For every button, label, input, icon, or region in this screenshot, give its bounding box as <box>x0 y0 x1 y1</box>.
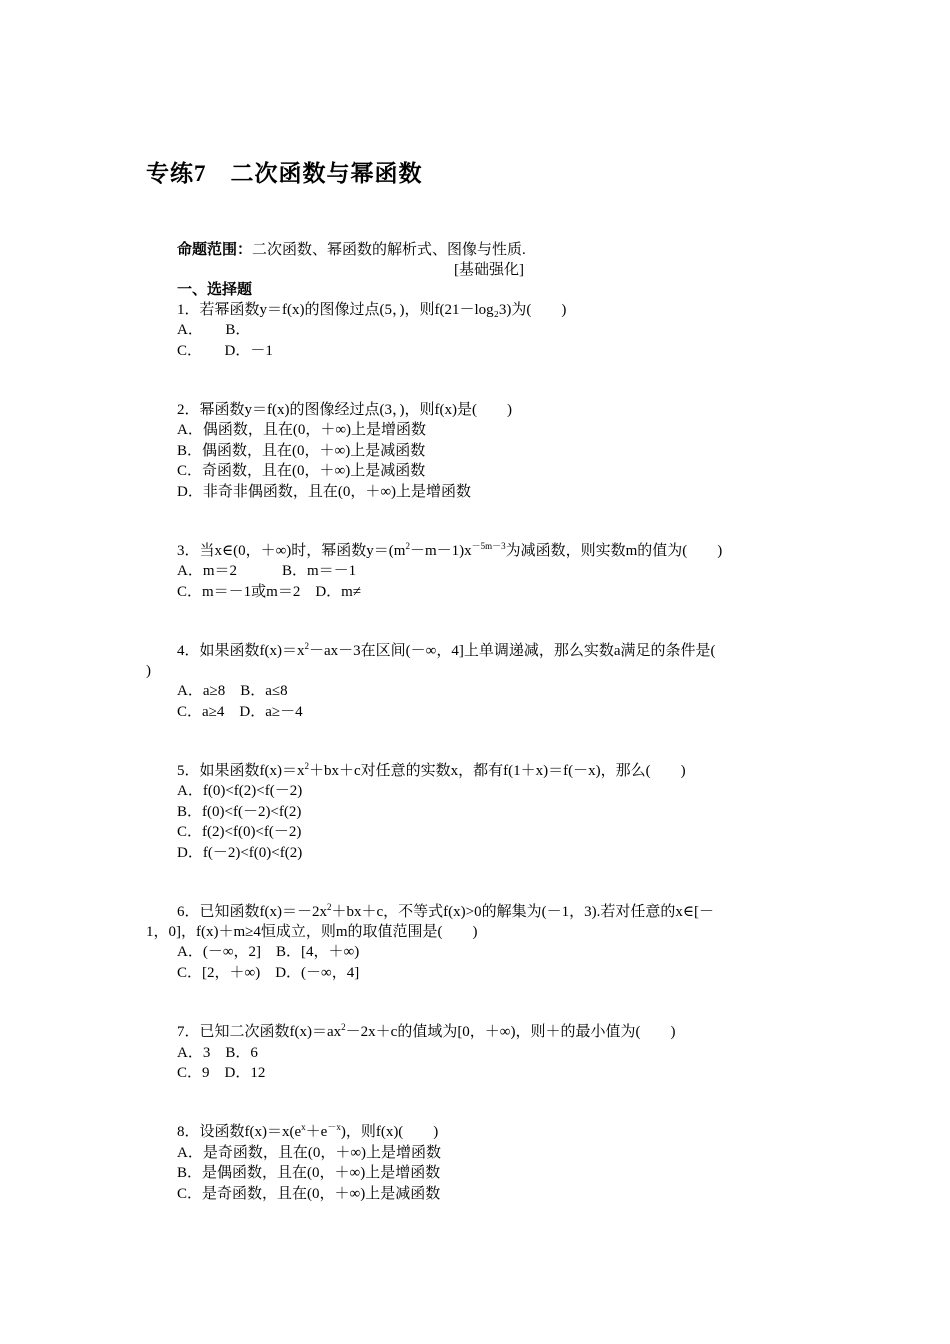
question-4-options-cd: C．a≥4 D．a≥－4 <box>177 704 303 720</box>
exponent-2: 2 <box>341 1022 346 1032</box>
question-2-stem: 2．幂函数y＝f(x)的图像经过点(3，)，则f(x)是( ) <box>177 402 512 418</box>
question-2-option-b: B．偶函数，且在(0，＋∞)上是减函数 <box>177 443 426 459</box>
question-7-options-ab: A．3 B．6 <box>177 1045 258 1061</box>
question-7-options-cd: C．9 D．12 <box>177 1065 266 1081</box>
question-1-options-ab: A． B． <box>177 322 251 338</box>
question-8-stem-part-c: )，则f(x)( ) <box>340 1124 439 1140</box>
exponent-2: 2 <box>304 761 309 771</box>
question-2-option-d: D．非奇非偶函数，且在(0，＋∞)上是增函数 <box>177 484 472 500</box>
question-2-option-c: C．奇函数，且在(0，＋∞)上是减函数 <box>177 463 426 479</box>
question-5-stem-part-b: ＋bx＋c对任意的实数x，都有f(1＋x)＝f(－x)，那么( ) <box>309 763 686 779</box>
question-8-stem <box>177 1122 438 1142</box>
question-8-stem-part-b: ＋e <box>305 1124 328 1140</box>
scope-text: 二次函数、幂函数的解析式、图像与性质. <box>252 242 526 258</box>
page-title: 专练7 二次函数与幂函数 <box>146 161 423 186</box>
question-8-option-a: A．是奇函数，且在(0，＋∞)上是增函数 <box>177 1145 442 1161</box>
question-5-option-a: A．f(0)<f(2)<f(－2) <box>177 783 303 799</box>
question-8-stem-part-a: 8．设函数f(x)＝x(e <box>177 1124 302 1140</box>
question-3-stem <box>177 541 722 561</box>
exponent-2: 2 <box>405 541 410 551</box>
question-8-exponent-2: －x <box>327 1122 341 1132</box>
question-6-options-ab: A．(－∞，2] B．[4，＋∞) <box>177 944 360 960</box>
exponent-2: 2 <box>304 641 309 651</box>
question-4-stem-part-b: －ax－3在区间(－∞，4]上单调递减，那么实数a满足的条件是( <box>309 643 716 659</box>
question-3-exponent: －5m－3 <box>471 541 506 551</box>
question-5-option-d: D．f(－2)<f(0)<f(2) <box>177 845 303 861</box>
exponent-2: 2 <box>327 902 332 912</box>
question-6-options-cd: C．[2，＋∞) D．(－∞，4] <box>177 965 360 981</box>
question-5-stem <box>177 761 686 781</box>
question-6-stem-part-b: ＋bx＋c，不等式f(x)>0的解集为(－1，3).若对任意的x∈[－ <box>331 904 714 920</box>
question-7-stem-part-b: －2x＋c的值域为[0，＋∞)，则＋的最小值为( ) <box>345 1024 676 1040</box>
question-2-option-a: A．偶函数，且在(0，＋∞)上是增函数 <box>177 422 427 438</box>
question-1-options-cd: C． D．－1 <box>177 343 273 359</box>
question-6-stem <box>177 902 714 922</box>
question-6-stem-part-a: 6．已知函数f(x)＝－2x <box>177 904 327 920</box>
question-6-stem-continued: 1，0]，f(x)＋m≥4恒成立，则m的取值范围是( ) <box>146 924 478 940</box>
section-basic-heading: [基础强化] <box>454 262 524 278</box>
question-5-stem-part-a: 5．如果函数f(x)＝x <box>177 763 305 779</box>
question-4-stem-part-a: 4．如果函数f(x)＝x <box>177 643 305 659</box>
question-8-option-b: B．是偶函数，且在(0，＋∞)上是增函数 <box>177 1165 441 1181</box>
question-4-options-ab: A．a≥8 B．a≤8 <box>177 683 288 699</box>
question-3-options-ab: A．m＝2 B．m＝－1 <box>177 563 357 579</box>
question-8-exponent-1: x <box>301 1122 306 1132</box>
question-7-stem-part-a: 7．已知二次函数f(x)＝ax <box>177 1024 342 1040</box>
question-3-stem-part-b: －m－1)x <box>409 543 472 559</box>
question-4-stem <box>177 641 716 661</box>
question-7-stem <box>177 1022 676 1042</box>
question-3-options-cd: C．m＝－1或m＝2 D．m≠ <box>177 584 362 600</box>
question-5-option-c: C．f(2)<f(0)<f(－2) <box>177 824 302 840</box>
question-3-stem-part-c: 为减函数，则实数m的值为( ) <box>505 543 723 559</box>
question-3-stem-part-a: 3．当x∈(0，＋∞)时，幂函数y＝(m <box>177 543 406 559</box>
scope-label: 命题范围： <box>177 242 253 258</box>
question-1-stem: 1．若幂函数y＝f(x)的图像过点(5，)，则f(21－log₂3)为( ) <box>177 302 567 318</box>
question-4-stem-continued: ) <box>146 663 151 679</box>
question-5-option-b: B．f(0)<f(－2)<f(2) <box>177 804 302 820</box>
question-8-option-c: C．是奇函数，且在(0，＋∞)上是减函数 <box>177 1186 441 1202</box>
scope-line <box>177 240 526 260</box>
section-heading: 一、选择题 <box>177 282 253 298</box>
